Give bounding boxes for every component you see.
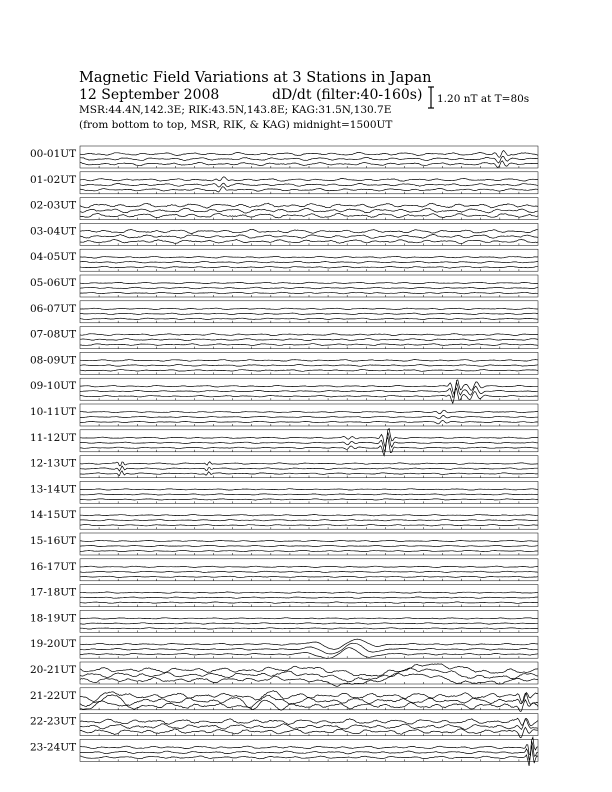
row-label: 01-02UT — [30, 173, 77, 186]
trace-kag — [80, 256, 538, 258]
chart-date: 12 September 2008 — [79, 87, 220, 103]
trace-rik — [80, 208, 538, 213]
row-label: 08-09UT — [30, 354, 77, 367]
row-label: 02-03UT — [30, 199, 77, 212]
trace-kag — [80, 410, 538, 414]
hour-row — [30, 301, 538, 323]
hour-row — [30, 378, 538, 403]
row-label: 03-04UT — [30, 225, 77, 238]
trace-kag — [80, 177, 538, 181]
hour-row — [30, 559, 538, 581]
trace-msr — [80, 344, 538, 346]
trace-kag — [80, 229, 538, 233]
row-label: 20-21UT — [30, 664, 77, 676]
trace-kag — [80, 429, 538, 448]
trace-msr — [80, 370, 538, 372]
trace-msr — [80, 727, 538, 737]
trace-kag — [80, 566, 538, 567]
trace-rik — [80, 261, 538, 263]
trace-msr — [80, 602, 538, 603]
hour-row — [30, 223, 538, 245]
row-label: 05-06UT — [30, 277, 77, 289]
trace-kag — [80, 308, 538, 309]
trace-msr — [80, 266, 538, 268]
hour-row — [30, 146, 538, 168]
trace-rik — [80, 339, 538, 341]
row-label: 07-08UT — [30, 328, 77, 341]
trace-kag — [80, 380, 538, 394]
hour-row — [30, 688, 538, 712]
trace-msr — [80, 292, 538, 294]
trace-rik — [80, 287, 538, 289]
hour-row — [30, 352, 538, 374]
row-frame — [80, 249, 538, 271]
trace-kag — [80, 515, 538, 516]
trace-rik — [80, 365, 538, 367]
trace-rik — [80, 545, 538, 546]
row-label: 13-14UT — [30, 483, 77, 496]
trace-kag — [80, 489, 538, 490]
trace-rik — [80, 466, 538, 471]
trace-rik — [80, 156, 538, 163]
trace-rik — [80, 383, 538, 398]
hour-row — [30, 636, 538, 658]
row-frame — [80, 559, 538, 581]
trace-msr — [80, 499, 538, 500]
trace-kag — [80, 462, 538, 466]
row-frame — [80, 481, 538, 503]
hour-rows — [30, 146, 538, 766]
trace-rik — [80, 643, 538, 654]
row-frame — [80, 456, 538, 478]
row-label: 14-15UT — [30, 509, 77, 522]
trace-msr — [80, 187, 538, 192]
hour-row — [30, 456, 538, 478]
hour-row — [30, 172, 538, 194]
trace-msr — [80, 388, 538, 403]
row-frame — [80, 430, 538, 452]
row-label: 10-11UT — [30, 406, 77, 418]
hour-row — [30, 275, 538, 297]
scale-bar — [428, 87, 434, 108]
trace-msr — [80, 318, 538, 319]
trace-kag — [80, 282, 538, 284]
trace-msr — [80, 437, 538, 455]
row-label: 15-16UT — [30, 535, 77, 547]
row-frame — [80, 610, 538, 632]
trace-msr — [80, 628, 538, 629]
trace-msr — [80, 550, 538, 551]
row-frame — [80, 378, 538, 400]
chart-filter: dD/dt (filter:40-160s) — [272, 87, 423, 103]
station-coordinates: MSR:44.4N,142.3E; RIK:43.5N,143.8E; KAG:31.5N,130.7E — [79, 104, 392, 116]
hour-row — [30, 327, 538, 349]
row-label: 04-05UT — [30, 251, 77, 264]
hour-row — [30, 404, 538, 426]
trace-order-note: (from bottom to top, MSR, RIK, & KAG) midnight=1500UT — [79, 119, 393, 131]
trace-kag — [80, 618, 538, 619]
hour-row — [30, 429, 538, 456]
chart-title: Magnetic Field Variations at 3 Stations in Japan — [79, 70, 432, 86]
trace-msr — [80, 471, 538, 476]
trace-msr — [80, 213, 538, 218]
trace-msr — [80, 420, 538, 424]
trace-kag — [80, 718, 538, 726]
hour-row — [30, 585, 538, 607]
trace-rik — [80, 623, 538, 624]
trace-rik — [80, 597, 538, 598]
trace-rik — [80, 520, 538, 521]
scale-label: 1.20 nT at T=80s — [437, 93, 530, 105]
trace-kag — [80, 592, 538, 593]
row-label: 12-13UT — [30, 457, 77, 470]
hour-row — [30, 610, 538, 632]
trace-kag — [80, 639, 538, 649]
hour-row — [30, 737, 538, 766]
trace-kag — [80, 151, 538, 158]
hour-row — [30, 662, 538, 686]
trace-rik — [80, 571, 538, 572]
row-label: 18-19UT — [30, 612, 77, 625]
row-label: 00-01UT — [30, 148, 77, 160]
trace-kag — [80, 360, 538, 362]
trace-rik — [80, 416, 538, 419]
trace-rik — [80, 235, 538, 239]
row-frame — [80, 585, 538, 607]
row-frame — [80, 275, 538, 297]
hour-row — [30, 507, 538, 529]
row-label: 17-18UT — [30, 586, 77, 599]
row-label: 11-12UT — [30, 431, 77, 444]
trace-msr — [80, 576, 538, 577]
hour-row — [30, 714, 538, 738]
trace-msr — [80, 525, 538, 526]
row-label: 23-24UT — [30, 741, 77, 754]
trace-rik — [80, 183, 538, 187]
hour-row — [30, 481, 538, 503]
row-frame — [80, 301, 538, 323]
row-frame — [80, 662, 538, 684]
trace-rik — [80, 313, 538, 315]
trace-kag — [80, 540, 538, 541]
row-label: 16-17UT — [30, 560, 77, 573]
row-label: 21-22UT — [30, 689, 77, 702]
row-label: 06-07UT — [30, 302, 77, 315]
row-label: 22-23UT — [30, 715, 77, 728]
trace-kag — [80, 203, 538, 208]
hour-row — [30, 533, 538, 555]
trace-msr — [80, 239, 538, 243]
hour-row — [30, 198, 538, 220]
row-label: 09-10UT — [30, 380, 77, 393]
trace-kag — [80, 334, 538, 336]
row-label: 19-20UT — [30, 638, 77, 651]
hour-row — [30, 249, 538, 271]
trace-rik — [80, 494, 538, 495]
row-frame — [80, 688, 538, 710]
trace-msr — [80, 673, 538, 686]
